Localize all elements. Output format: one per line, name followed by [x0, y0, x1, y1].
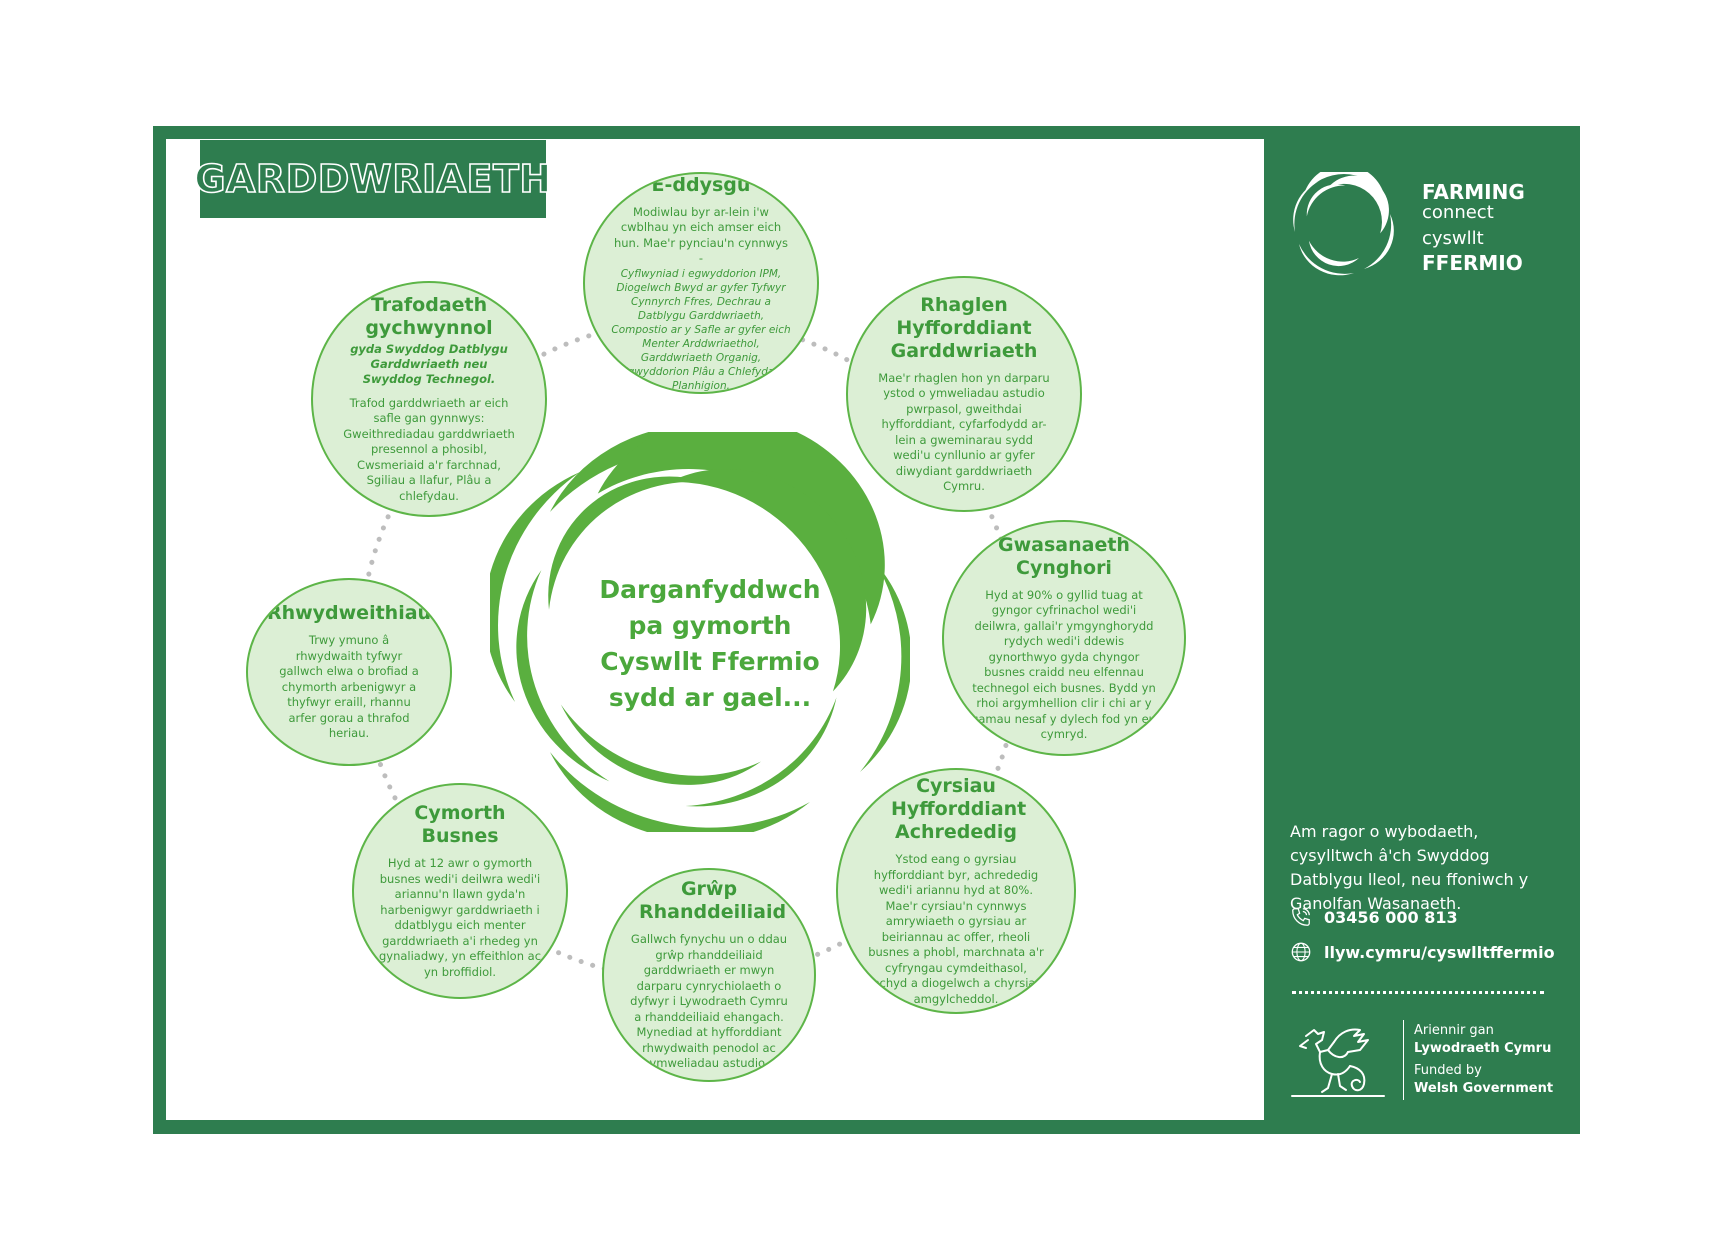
contact-intro: Am ragor o wybodaeth, cysylltwch â'ch Swyddog Datblygu lleol, neu ffoniwch y Ganolfan Wasanaeth.: [1290, 822, 1529, 913]
funded-by: Funded by: [1414, 1063, 1482, 1078]
brand-farming: FARMING: [1422, 180, 1525, 204]
bubble-cyrsiau: [836, 768, 1076, 1014]
lywodraeth-cymru: Lywodraeth Cymru: [1414, 1041, 1552, 1056]
globe-icon: [1290, 941, 1312, 963]
center-line-4: sydd ar gael...: [608, 683, 812, 712]
bubble-rhwydweithiau: [246, 578, 452, 766]
bubble-e-ddysgu: [583, 172, 819, 394]
government-divider: [1403, 1020, 1404, 1100]
bubble-grwp: [602, 868, 816, 1082]
bubble-title: E-ddysgu: [651, 173, 751, 196]
bubble-gwasanaeth: [942, 520, 1186, 756]
bubble-title: Cymorth Busnes: [414, 802, 506, 847]
website-row: [1290, 941, 1555, 963]
website-link[interactable]: llyw.cymru/cyswlltffermio: [1324, 942, 1555, 962]
phone-row: [1290, 906, 1458, 928]
bubble-title: Trafodaeth gychwynnol: [365, 293, 493, 339]
bubble-title: Rhaglen Hyfforddiant Garddwriaeth: [890, 293, 1038, 362]
center-line-2: pa gymorth: [628, 611, 792, 640]
bubble-cymorth-busnes: [352, 783, 568, 999]
bubble-subtitle: gyda Swyddog Datblygu Garddwriaeth neu Swyddog Technegol.: [350, 341, 508, 386]
bubble-body: Mae'r rhaglen hon yn darparu ystod o ymweliadau astudio pwrpasol, gweithdai hyfforddiant, cyfarfodydd ar-lein a gweminarau sydd wedi'u cynllunio ar gyfer diwydiant garddwriaeth Cymru.: [878, 370, 1050, 493]
welsh-dragon-icon: [1288, 1022, 1388, 1102]
bubble-trafodaeth: [311, 281, 547, 517]
phone-icon: [1290, 906, 1312, 928]
brand-ffermio: FFERMIO: [1422, 251, 1523, 275]
bubble-title: Rhwydweithiau: [266, 602, 432, 625]
center-line-1: Darganfyddwch: [599, 575, 821, 604]
bubble-body: Ystod eang o gyrsiau hyfforddiant byr, achrededig wedi'i ariannu hyd at 80%. Mae'r cyrsiau'n cynnwys amrywiaeth o gyrsiau ar beiriannau ac offer, rheoli busnes a phobl, marchnata a'r cyfryngau cymdeithasol, iechyd a diogelwch a chyrsiau amgylcheddol.: [868, 852, 1044, 1006]
brand-connect: connect: [1422, 202, 1494, 223]
brand-cyswllt: cyswllt: [1422, 228, 1484, 249]
bubble-title: Gwasanaeth Cynghori: [998, 533, 1130, 579]
farming-connect-logo-icon: [1292, 172, 1396, 276]
dotted-divider: [1292, 991, 1544, 994]
sidebar: [1264, 126, 1580, 1134]
bubble-body: Trwy ymuno â rhwydwaith tyfwyr gallwch elwa o brofiad a chymorth arbenigwyr a thyfwyr eraill, rhannu arfer gorau a thrafod heriau.: [279, 633, 419, 741]
bubble-body: Hyd at 90% o gyllid tuag at gyngor cyfrinachol wedi'i deilwra, gallai'r ymgynghorydd rydych wedi'i ddewis gynorthwyo gyda chyngor busnes craidd neu elfennau technegol eich busnes. Bydd yn rhoi argymhellion clir i chi ar y camau nesaf y dylech fod yn eu cymryd.: [972, 587, 1156, 741]
bubble-rhaglen: [846, 276, 1082, 512]
center-message: [560, 572, 860, 716]
page-title: GARDDWRIAETH: [194, 157, 552, 201]
bubble-title: Grŵp Rhanddeiliaid: [639, 878, 787, 924]
welsh-government: Welsh Government: [1414, 1081, 1554, 1096]
bubble-body: Trafod garddwriaeth ar eich safle gan gynnwys: Gweithrediadau garddwriaeth presennol a phosibl, Cwsmeriaid a'r farchnad, Sgiliau a llafur, Plâu a chlefydau.: [343, 395, 515, 503]
bubble-body: Modiwlau byr ar-lein i'w cwblhau yn eich amser eich hun. Mae'r pynciau'n cynnwys -: [613, 204, 789, 265]
center-line-3: Cyswllt Ffermio: [600, 647, 820, 676]
phone-number[interactable]: 03456 000 813: [1324, 907, 1458, 927]
bubble-topics: Cyflwyniad i egwyddorion IPM, Diogelwch Bwyd ar gyfer Tyfwyr Cynnyrch Ffres, Dechrau a Datblygu Garddwriaeth, Compostio ar y Safle ar gyfer eich Menter Arddwriaethol, Garddwriaeth Organig, Egwyddorion Plâu a Chlefydau Planhigion.: [611, 267, 791, 392]
bubble-body: Hyd at 12 awr o gymorth busnes wedi'i deilwra wedi'i ariannu'n llawn gyda'n harbenigwyr garddwriaeth i ddatblygu eich menter garddwriaeth a'i rhedeg yn gynaliadwy, yn effeithlon ac yn broffidiol.: [378, 856, 542, 979]
bubble-body: Gallwch fynychu un o ddau grŵp rhanddeiliaid garddwriaeth er mwyn darparu cynrychiolaeth o dyfwyr i Lywodraeth Cymru a rhanddeiliaid ehangach. Mynediad at hyfforddiant rhwydwaith penodol ac ymweliadau astudio.: [630, 932, 788, 1071]
bubble-title: Cyrsiau Hyfforddiant Achrededig: [891, 775, 1027, 843]
ariennir-gan: Ariennir gan: [1414, 1023, 1494, 1038]
